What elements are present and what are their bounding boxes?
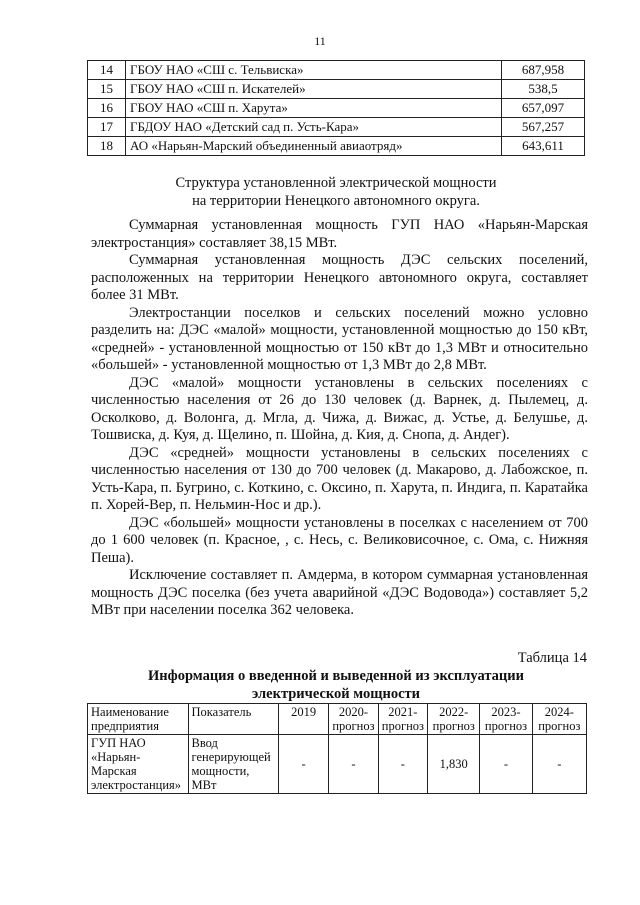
table-title-line: Информация о введенной и выведенной из эксплуатации — [148, 668, 524, 684]
value-cell: - — [480, 735, 532, 794]
paragraph: ДЭС «большей» мощности установлены в поселках с населением от 700 до 1 600 человек (п. Красное, , с. Несь, с. Великовисочное, с. Ома, с. Нижняя Пеша). — [91, 514, 588, 566]
column-header: Показатель — [188, 704, 278, 735]
institutions-power-table — [87, 60, 585, 156]
power-value: 567,257 — [502, 118, 585, 137]
table-title — [87, 667, 585, 703]
column-header: 2021-прогноз — [378, 704, 427, 735]
value-cell: 1,830 — [428, 735, 480, 794]
table-title-line: электрической мощности — [252, 686, 420, 702]
table-row — [88, 80, 585, 99]
institution-name: ГБДОУ НАО «Детский сад п. Усть-Кара» — [126, 118, 502, 137]
row-number: 14 — [88, 61, 126, 80]
institution-name: АО «Нарьян-Марский объединенный авиаотряд» — [126, 137, 502, 156]
row-number: 18 — [88, 137, 126, 156]
table-row — [88, 99, 585, 118]
table-row — [88, 118, 585, 137]
power-value: 687,958 — [502, 61, 585, 80]
institution-name: ГБОУ НАО «СШ с. Тельвиска» — [126, 61, 502, 80]
column-header: 2019 — [278, 704, 328, 735]
column-header: 2020-прогноз — [329, 704, 378, 735]
power-value: 538,5 — [502, 80, 585, 99]
value-cell: - — [278, 735, 328, 794]
institution-name: ГБОУ НАО «СШ п. Искателей» — [126, 80, 502, 99]
value-cell: - — [329, 735, 378, 794]
row-number: 17 — [88, 118, 126, 137]
paragraph: ДЭС «средней» мощности установлены в сельских поселениях с численностью населения от 130 до 700 человек (д. Макарово, д. Лабожское, п. Усть-Кара, п. Бугрино, с. Коткино, с. Оксино, п. Харута, п. Индига, п. Каратайка п. Хорей-Вер, п. Нельмин-Нос и др.). — [91, 444, 588, 513]
paragraph: Суммарная установленная мощность ДЭС сельских поселений, расположенных на территории Ненецкого автономного округа, составляет более 31 МВт. — [91, 252, 588, 303]
column-header: Наименование предприятия — [88, 704, 189, 735]
power-value: 643,611 — [502, 137, 585, 156]
table-row — [88, 137, 585, 156]
paragraph: Электростанции поселков и сельских поселений можно условно разделить на: ДЭС «малой» мощности, установленной мощностью до 150 кВт, «средней» - установленной мощностью от 150 кВт до 1,3 МВт и относительно «большей» - установленной мощностью от 1,3 МВт до 2,8 МВт. — [91, 304, 588, 373]
body-text — [91, 217, 588, 620]
column-header: 2022-прогноз — [428, 704, 480, 735]
table-header-row — [88, 704, 587, 735]
section-heading — [87, 174, 585, 210]
section-heading-line: Структура установленной электрической мощности — [175, 175, 497, 191]
enterprise-name: ГУП НАО «Нарьян-Марская электростанция» — [88, 735, 189, 794]
power-commissioning-table — [87, 703, 587, 794]
value-cell: - — [378, 735, 427, 794]
row-number: 15 — [88, 80, 126, 99]
page-number: 11 — [314, 34, 326, 48]
paragraph: ДЭС «малой» мощности установлены в сельских поселениях с численностью населения от 26 до 130 человек (д. Варнек, д. Пылемец, д. Осколково, д. Волонга, д. Мгла, д. Чижа, д. Вижас, д. Устье, д. Белушье, д. Тошвиска, д. Куя, д. Щелино, п. Шойна, д. Кия, д. Снопа, д. Андег). — [91, 374, 588, 443]
table-row — [88, 735, 587, 794]
institution-name: ГБОУ НАО «СШ п. Харута» — [126, 99, 502, 118]
power-value: 657,097 — [502, 99, 585, 118]
table-caption: Таблица 14 — [517, 650, 587, 666]
paragraph: Исключение составляет п. Амдерма, в котором суммарная установленная мощность ДЭС поселка (без учета аварийной «ДЭС Водовода») составляет 5,2 МВт при населении поселка 362 человека. — [91, 567, 588, 618]
column-header: 2024-прогноз — [532, 704, 586, 735]
table-row — [88, 61, 585, 80]
section-heading-line: на территории Ненецкого автономного округа. — [192, 193, 480, 209]
indicator-name: Ввод генерирующей мощности, МВт — [188, 735, 278, 794]
column-header: 2023-прогноз — [480, 704, 532, 735]
value-cell: - — [532, 735, 586, 794]
row-number: 16 — [88, 99, 126, 118]
paragraph: Суммарная установленная мощность ГУП НАО «Нарьян-Марская электростанция» составляет 38,15 МВт. — [91, 217, 588, 251]
